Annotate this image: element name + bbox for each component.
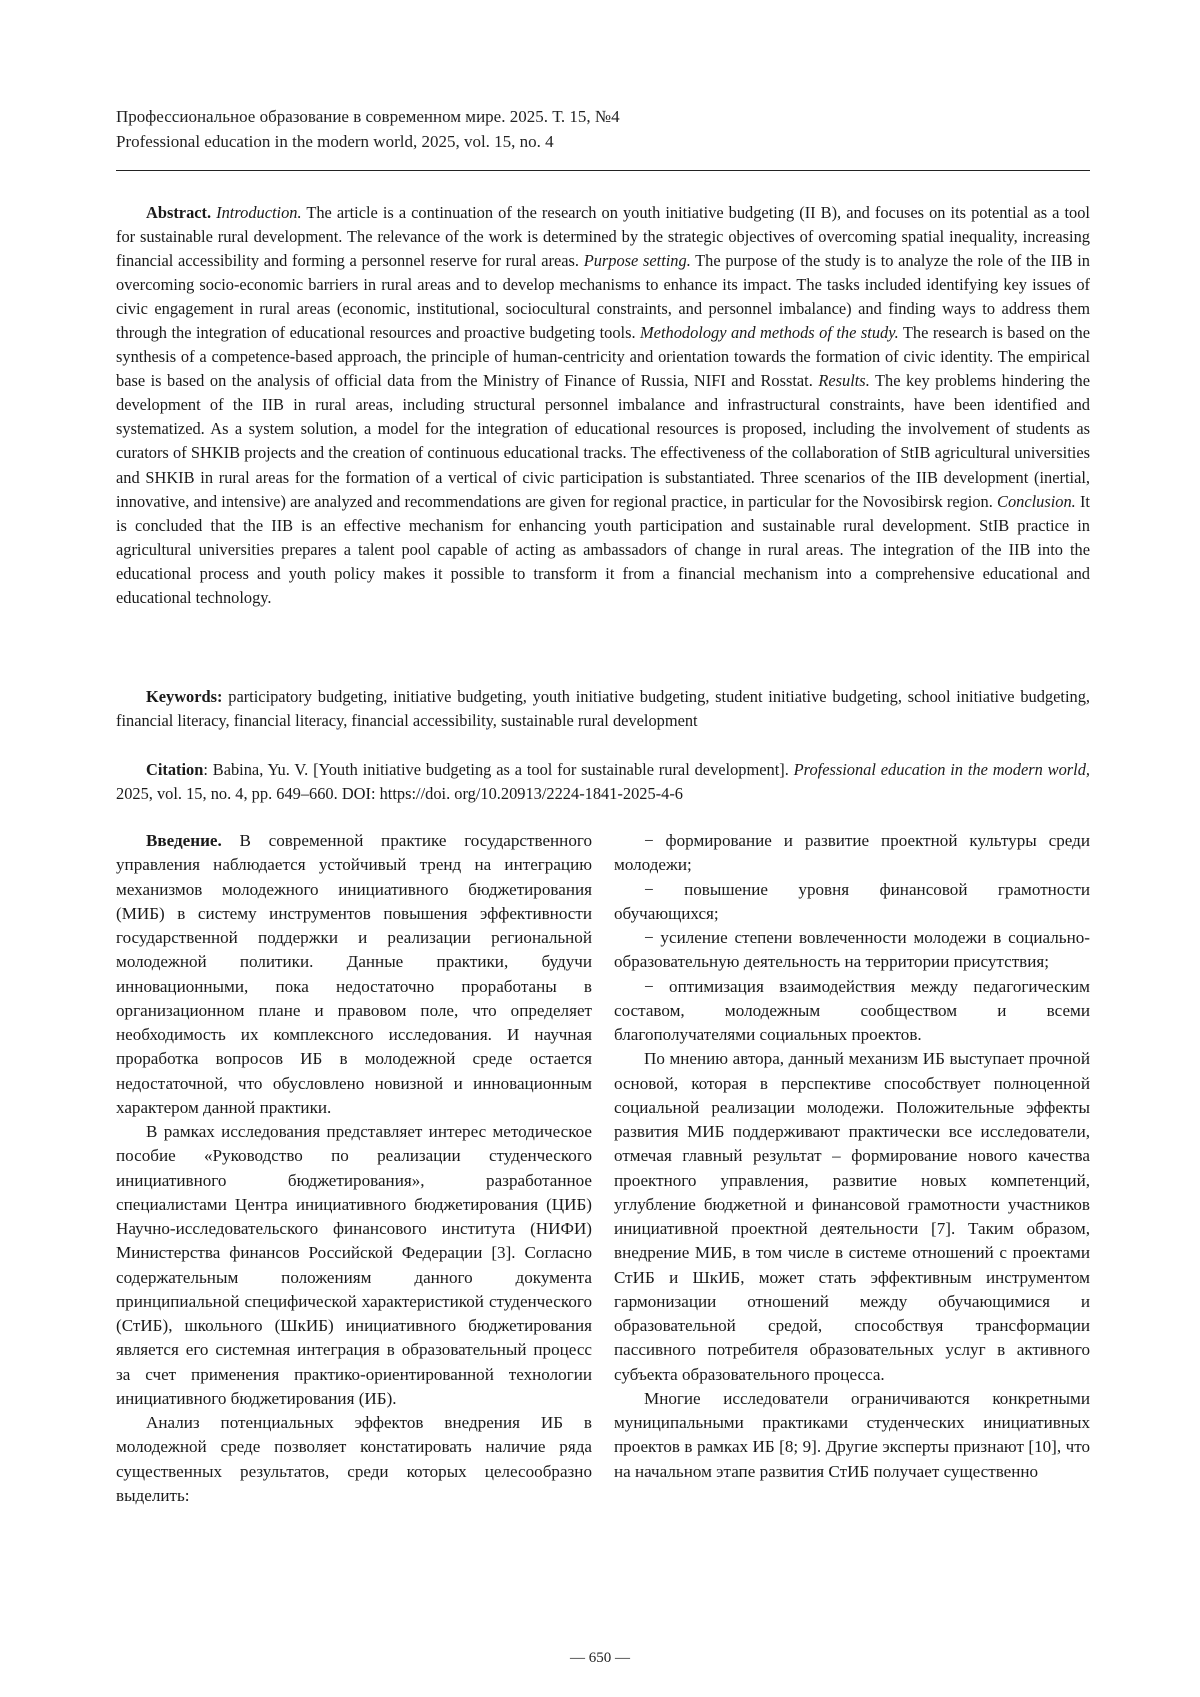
paragraph: [116, 829, 592, 1120]
abstract-intro-text: The article is a continuation of the research on youth initiative budgeting (II B), and focuses on its potential as a tool for sustainable rural development. The relevance of the work is determined by the strategic objectives of overcoming spatial inequality, increasing financial accessibility and forming a personnel reserve for rural areas.: [116, 203, 1090, 271]
paragraph: Анализ потенциальных эффектов внедрения ИБ в молодежной среде позволяет констатировать наличие ряда существенных результатов, среди которых целесообразно выделить:: [116, 1413, 592, 1505]
abstract-conclusion-label: Conclusion.: [997, 491, 1076, 511]
paragraph: По мнению автора, данный механизм ИБ выступает прочной основой, которая в перспективе способствует полноценной социальной реализации молодежи. Положительные эффекты развития МИБ поддерживают практически все исследователи, отмечая главный результат – формирование нового качества проектного управления, развитие новых компетенций, углубление бюджетной и финансовой грамотности участников инициативной проектной деятельности [7]. Таким образом, внедрение МИБ, в том числе в системе отношений с проектами СтИБ и ШкИБ, может стать эффективным инструментом гармонизации отношений между обучающимися и образовательной средой, способствуя трансформации пассивного потребителя образовательных услуг в активного субъекта образовательного процесса.: [614, 1049, 1090, 1384]
header-rule: [116, 170, 1090, 171]
list-item: − усиление степени вовлеченности молодежи в социально-образовательную деятельность на территории присутствия;: [614, 928, 1090, 972]
list-item: − формирование и развитие проектной культуры среди молодежи;: [614, 831, 1090, 875]
abstract-label: Abstract.: [146, 203, 212, 222]
abstract-purpose-text: The purpose of the study is to analyze the role of the IIB in overcoming socio-economic barriers in rural areas and to develop mechanisms to enhance its impact. The tasks included identifying key issues of civic engagement in rural areas (economic, institutional, sociocultural constraints, and personnel imbalance) and finding ways to address them through the integration of educational resources and proactive budgeting tools.: [116, 251, 1090, 343]
abstract: [116, 201, 1090, 610]
list-item: − оптимизация взаимодействия между педагогическим составом, молодежным сообществом и всеми благополучателями социальных проектов.: [614, 976, 1090, 1044]
abstract-results-text: The key problems hindering the development of the IIB in rural areas, including structural personnel imbalance and infrastructural constraints, have been identified and systematized. As a system solution, a model for the integration of educational resources is proposed, including the involvement of students as curators of SHKIB projects and the creation of continuous educational tracks. The effectiveness of the collaboration of StIB agricultural universities and SHKIB in rural areas for the formation of a vertical of civic participation is substantiated. Three scenarios of the IIB development (inertial, innovative, and intensive) are analyzed and recommendations are given for regional practice, in particular for the Novosibirsk region.: [116, 371, 1090, 511]
header-line-en: Professional education in the modern world, 2025, vol. 15, no. 4: [116, 132, 554, 151]
citation-journal: Professional education in the modern world,: [793, 760, 1090, 779]
keywords-label: Keywords:: [146, 687, 223, 706]
paragraph-text: В современной практике государственного управления наблюдается устойчивый тренд на интеграцию механизмов молодежного инициативного бюджетирования (МИБ) в систему инструментов повышения эффективности государственной поддержки и реализации региональной молодежной политики. Данные практики, будучи инновационными, пока недостаточно проработаны в организационном плане и правовом поле, что определяет необходимость их комплексного исследования. И научная проработка вопросов ИБ в молодежной среде остается недостаточной, что обусловлено новизной и инновационным характером данной практики.: [116, 831, 592, 1117]
abstract-results-label: Results.: [818, 371, 870, 391]
keywords: [116, 685, 1090, 733]
citation: [116, 758, 1090, 806]
intro-heading: Введение.: [146, 831, 222, 850]
paragraph: В рамках исследования представляет интерес методическое пособие «Руководство по реализации студенческого инициативного бюджетирования», разработанное специалистами Центра инициативного бюджетирования (ЦИБ) Научно-исследовательского финансового института (НИФИ) Министерства финансов Российской Федерации [3]. Согласно содержательным положениям данного документа принципиальной специфической характеристикой студенческого (СтИБ), школьного (ШкИБ) инициативного бюджетирования является его системная интеграция в образовательный процесс за счет применения практико-ориентированной технологии инициативного бюджетирования (ИБ).: [116, 1122, 592, 1408]
abstract-purpose-label: Purpose setting.: [583, 251, 691, 271]
abstract-conclusion-text: It is concluded that the IIB is an effective mechanism for enhancing youth participation and sustainable rural development. StIB practice in agricultural universities prepares a talent pool capable of acting as ambassadors of change in rural areas. The integration of the IIB into the educational process and youth policy makes it possible to transform it from a financial mechanism into a comprehensive educational and educational technology.: [116, 491, 1090, 607]
paragraph: Многие исследователи ограничиваются конкретными муниципальными практиками студенческих инициативных проектов в рамках ИБ [8; 9]. Другие эксперты признают [10], что на начальном этапе развития СтИБ получает существенно: [614, 1388, 1090, 1481]
page-number: — 650 —: [570, 1650, 630, 1666]
abstract-intro-label: Introduction.: [216, 203, 302, 222]
citation-text-after: 2025, vol. 15, no. 4, pp. 649–660. DOI: https://doi. org/10.20913/2224-1841-2025-4-6: [116, 784, 683, 803]
header-line-ru: Профессиональное образование в современном мире. 2025. Т. 15, №4: [116, 107, 620, 126]
abstract-methods-text: The research is based on the synthesis of a competence-based approach, the principle of human-centricity and orientation towards the formation of civic identity. The empirical base is based on the analysis of official data from the Ministry of Finance of Russia, NIFI and Rosstat.: [116, 323, 1090, 391]
body-column-right: [614, 829, 1090, 1484]
list-item: − повышение уровня финансовой грамотности обучающихся;: [614, 879, 1090, 923]
abstract-methods-label: Methodology and methods of the study.: [640, 323, 899, 343]
body-column-left: [116, 829, 592, 1508]
citation-label: Citation: [146, 760, 204, 779]
citation-text-before: : Babina, Yu. V. [Youth initiative budgeting as a tool for sustainable rural development].: [203, 760, 794, 779]
keywords-text: participatory budgeting, initiative budgeting, youth initiative budgeting, student initiative budgeting, school initiative budgeting, financial literacy, financial literacy, financial accessibility, sustainable rural development: [116, 687, 1090, 730]
running-header: [116, 104, 1090, 154]
